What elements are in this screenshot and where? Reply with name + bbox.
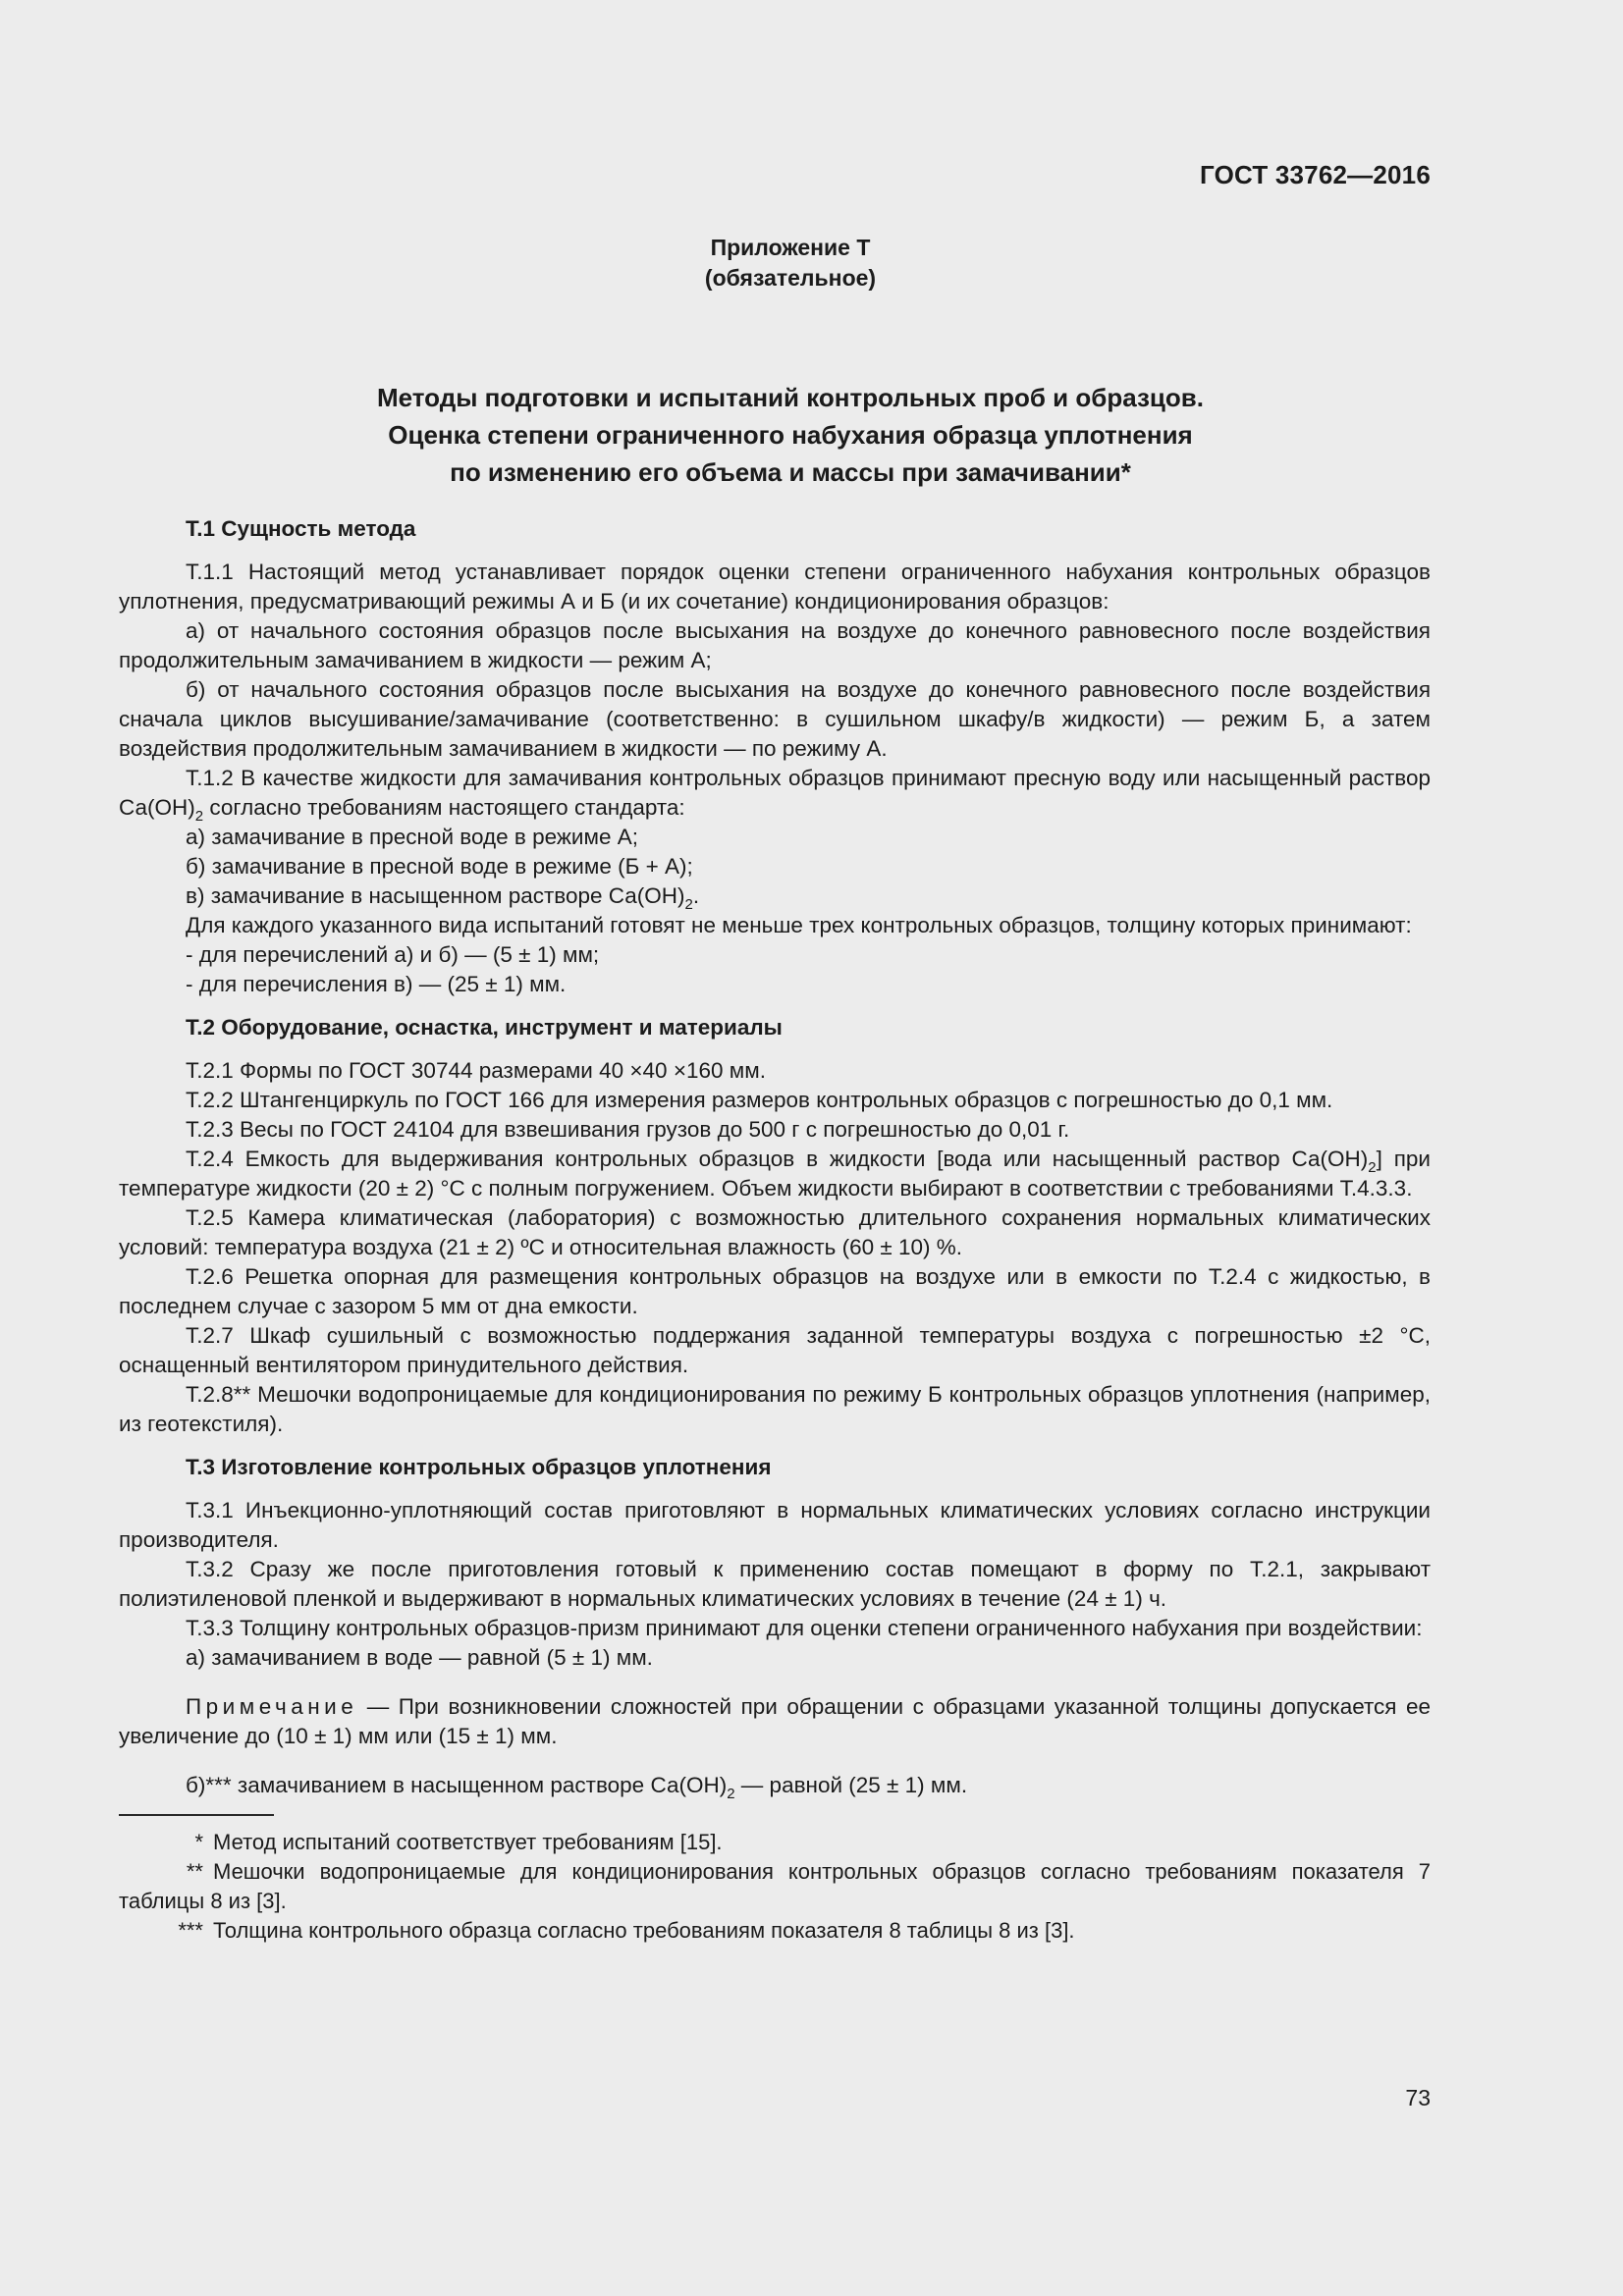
paragraph-t-2-1: Т.2.1 Формы по ГОСТ 30744 размерами 40 ×40 ×160 мм. — [186, 1058, 766, 1083]
paragraph-t-2-7: Т.2.7 Шкаф сушильный с возможностью поддержания заданной температуры воздуха с погрешностью ±2 °С, оснащенный вентилятором принудительного действия. — [119, 1323, 1431, 1377]
paragraph-t-2-2: Т.2.2 Штангенциркуль по ГОСТ 166 для измерения размеров контрольных образцов с погрешностью до 0,1 мм. — [186, 1088, 1333, 1112]
dash-item: - для перечисления в) — (25 ± 1) мм. — [186, 972, 567, 996]
section-heading-t1: Т.1 Сущность метода — [186, 516, 416, 541]
list-item-b: б) замачивание в пресной воде в режиме (Б + А); — [186, 854, 693, 879]
annex-status: (обязательное) — [704, 265, 877, 291]
dash-item: - для перечислений а) и б) — (5 ± 1) мм; — [186, 942, 600, 967]
paragraph-specimens: Для каждого указанного вида испытаний готовят не меньше трех контрольных образцов, толщину которых принимают: — [186, 913, 1412, 937]
paragraph-t-2-8: Т.2.8** Мешочки водопроницаемые для кондиционирования по режиму Б контрольных образцов уплотнения (например, из геотекстиля). — [119, 1382, 1431, 1436]
footnote: * Метод испытаний соответствует требованиям [15]. — [194, 1829, 723, 1854]
list-item-b: б) от начального состояния образцов после высыхания на воздухе до конечного равновесного после воздействия сначала циклов высушивание/замачивание (соответственно: в сушильном шкафу/в жидкости) — режим Б, а затем воздействия продолжительным замачиванием в жидкости — по режиму А. — [119, 677, 1431, 761]
standard-designation: ГОСТ 33762—2016 — [1200, 160, 1431, 189]
paragraph-t-2-4: Т.2.4 Емкость для выдерживания контрольных образцов в жидкости [вода или насыщенный раствор $Са(ОН)_2$] при температуре жидкости (20 ± 2) °С с полным погружением. Объем жидкости выбирают в соответствии с требованиями Т.4.3.3. — [119, 1147, 1431, 1201]
section-heading-t2: Т.2 Оборудование, оснастка, инструмент и материалы — [186, 1015, 783, 1040]
note-label: Примечание — [186, 1694, 358, 1719]
annex-heading — [0, 233, 1581, 294]
footnote: ** Мешочки водопроницаемые для кондиционирования контрольных образцов согласно требованиям показателя 7 таблицы 8 из [3]. — [119, 1858, 1431, 1913]
paragraph-t-3-3: Т.3.3 Толщину контрольных образцов-призм принимают для оценки степени ограниченного набухания при воздействии: — [186, 1616, 1423, 1640]
paragraph-t-1-1: Т.1.1 Настоящий метод устанавливает порядок оценки степени ограниченного набухания контрольных образцов уплотнения, предусматривающий режимы А и Б (и их сочетание) кондиционирования образцов: — [119, 560, 1431, 614]
footnote-separator — [119, 1814, 274, 1816]
list-item-a: а) замачивание в пресной воде в режиме А; — [186, 825, 638, 849]
paragraph-t-2-5: Т.2.5 Камера климатическая (лаборатория) с возможностью длительного сохранения нормальных климатических условий: температура воздуха (21 ± 2) ºС и относительная влажность (60 ± 10) %. — [119, 1205, 1431, 1259]
annex-title — [0, 379, 1581, 491]
title-line-2: Оценка степени ограниченного набухания образца уплотнения — [388, 420, 1193, 450]
paragraph-t-3-1: Т.3.1 Инъекционно-уплотняющий состав приготовляют в нормальных климатических условиях согласно инструкции производителя. — [119, 1498, 1431, 1552]
list-item-c: в) замачивание в насыщенном растворе $Са(ОН)_2$. — [186, 883, 700, 913]
page-number: 73 — [1405, 2085, 1431, 2110]
paragraph-t-3-2: Т.3.2 Сразу же после приготовления готовый к применению состав помещают в форму по Т.2.1, закрывают полиэтиленовой пленкой и выдерживают в нормальных климатических условиях в течение (24 ± 1) ч. — [119, 1557, 1431, 1611]
note-text: — При возникновении сложностей при обращении с образцами указанной толщины допускается ее увеличение до (10 ± 1) мм или (15 ± 1) мм. — [119, 1694, 1431, 1748]
title-line-3: по изменению его объема и массы при замачивании* — [450, 457, 1131, 487]
list-item-a: а) от начального состояния образцов после высыхания на воздухе до конечного равновесного после воздействия продолжительным замачиванием в жидкости — режим А; — [119, 618, 1431, 672]
list-item-a: а) замачиванием в воде — равной (5 ± 1) мм. — [186, 1645, 653, 1670]
paragraph-t-2-6: Т.2.6 Решетка опорная для размещения контрольных образцов на воздухе или в емкости по Т.2.4 с жидкостью, в последнем случае с зазором 5 мм от дна емкости. — [119, 1264, 1431, 1318]
list-item-b: б)*** замачиванием в насыщенном растворе $Са(ОН)_2$ — равной (25 ± 1) мм. — [186, 1773, 968, 1802]
note — [119, 1692, 1431, 1751]
footnote: *** Толщина контрольного образца согласно требованиям показателя 8 таблицы 8 из [3]. — [178, 1917, 1075, 1943]
title-line-1: Методы подготовки и испытаний контрольных проб и образцов. — [377, 383, 1204, 412]
annex-label: Приложение Т — [710, 235, 871, 260]
paragraph-t-1-2: Т.1.2 В качестве жидкости для замачивания контрольных образцов принимают пресную воду или насыщенный раствор $Са(ОН)_2$ согласно требованиям настоящего стандарта: — [119, 766, 1431, 825]
section-heading-t3: Т.3 Изготовление контрольных образцов уплотнения — [186, 1455, 772, 1479]
document-body — [119, 514, 1431, 1946]
paragraph-t-2-3: Т.2.3 Весы по ГОСТ 24104 для взвешивания грузов до 500 г с погрешностью до 0,01 г. — [186, 1117, 1070, 1142]
